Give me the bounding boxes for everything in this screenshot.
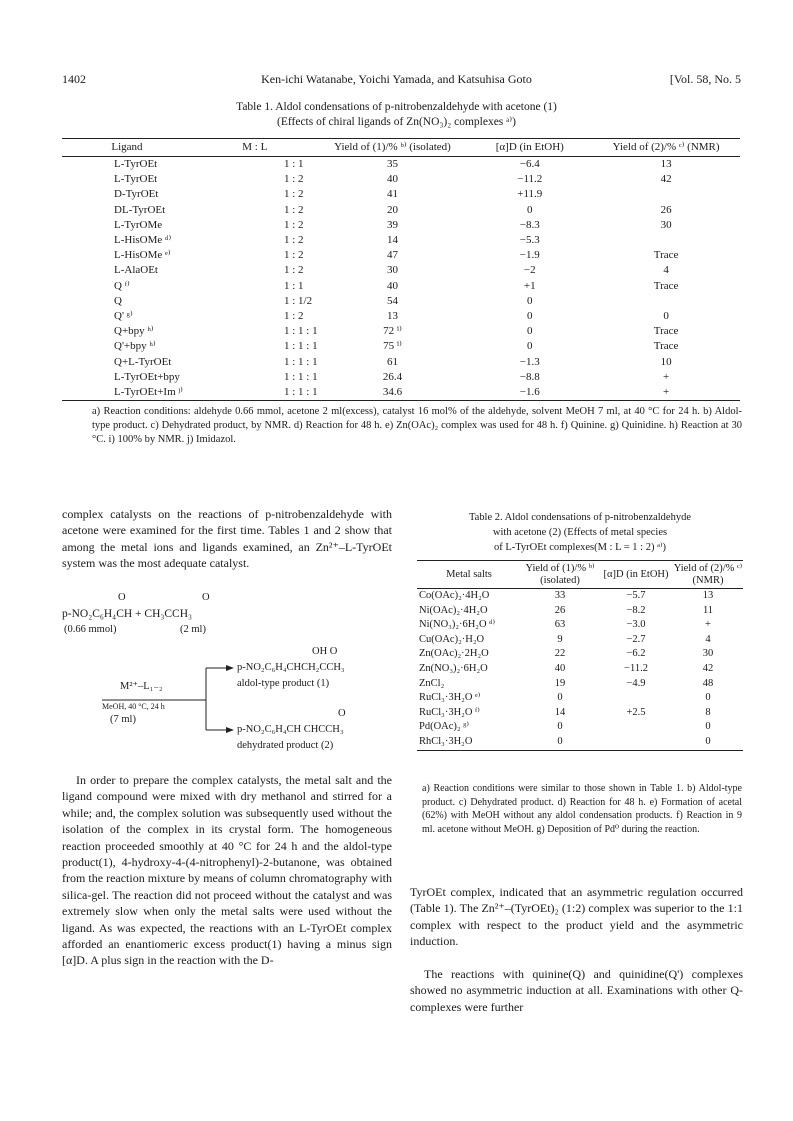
table-cell: +2.5 bbox=[626, 706, 646, 718]
table2-caption-line2: with acetone (2) (Effects of metal species bbox=[492, 527, 668, 538]
scheme-amount1: (0.66 mmol) bbox=[64, 624, 117, 635]
table-cell: 1 : 2 bbox=[283, 234, 304, 247]
table-cell: L-TyrOEt bbox=[114, 173, 158, 186]
scheme-arrows bbox=[62, 592, 402, 762]
table-row bbox=[62, 248, 740, 263]
table-row bbox=[62, 279, 740, 294]
table-cell bbox=[599, 720, 673, 735]
table-row bbox=[417, 720, 743, 735]
left-paragraph-2: In order to prepare the complex catalysts, the metal salt and the ligand compound were mixed with dry methanol and stirred for a while; and, the complex solution was subsequently used without the isolation of the complex in its crystal form. The homogeneous reaction proceeded smoothly at 40 °C for 24 h and the aldol-type product(1), 4-hydroxy-4-(4-nitrophenyl)-2-butanone, was obtained from the reaction mixture by means of column chromatography with silica-gel. The reaction did not proceed without the catalyst and was extremely slow when only the metal salts were used without the ligand. As was expected, the reactions with an L-TyrOEt complex afforded an enantiomeric excess product(1) having a minus sign [α]D. A plus sign in the reaction with the D- bbox=[62, 773, 392, 968]
table-cell: 1 : 1 : 1 bbox=[283, 370, 318, 383]
table-row bbox=[417, 735, 743, 750]
table-cell: 75 ⁱ⁾ bbox=[383, 340, 402, 353]
running-head-authors: Ken-ichi Watanabe, Yoichi Yamada, and Katsuhisa Goto bbox=[261, 72, 532, 86]
table-cell: 0 bbox=[527, 203, 533, 216]
scheme-catalyst: M²⁺–L₁₋₂ bbox=[120, 681, 163, 692]
table-cell bbox=[599, 691, 673, 706]
table-row bbox=[62, 339, 740, 354]
table-cell: 40 bbox=[554, 663, 566, 675]
table-cell: 0 bbox=[705, 721, 711, 733]
table-cell: 13 bbox=[660, 158, 672, 171]
scheme-reactants: p-NO₂C₆H₄CH + CH₃CCH₃ bbox=[62, 608, 193, 620]
table-row bbox=[417, 706, 743, 721]
table-cell: 1 : 1 : 1 bbox=[283, 340, 318, 353]
table-cell: 19 bbox=[554, 677, 566, 689]
reaction-scheme bbox=[62, 592, 402, 762]
table-row bbox=[417, 662, 743, 677]
table-cell: 54 bbox=[386, 294, 398, 307]
table-cell: 42 bbox=[660, 173, 672, 186]
table-row bbox=[417, 589, 743, 604]
table-cell: 22 bbox=[554, 648, 566, 660]
table2-header-metal: Metal salts bbox=[417, 561, 521, 589]
table-cell: Pd(OAc)₂ ᵍ⁾ bbox=[419, 721, 469, 733]
table-row bbox=[417, 604, 743, 619]
table-cell: Q'+bpy ʰ⁾ bbox=[114, 340, 156, 353]
table-cell: 0 bbox=[673, 735, 743, 750]
table-cell: −1.6 bbox=[467, 385, 592, 401]
table2-header-row bbox=[417, 561, 743, 589]
table-row bbox=[62, 324, 740, 339]
table-cell: 47 bbox=[386, 249, 398, 262]
table-cell: −6.2 bbox=[626, 648, 646, 660]
table-cell: 14 bbox=[386, 234, 398, 247]
table1-footnote: a) Reaction conditions: aldehyde 0.66 mmol, acetone 2 ml(excess), catalyst 16 mol% of the aldehyde, solvent MeOH 7 ml, at 40 °C for 24 h. b) Aldol-type product. c) Dehydrated product, by NMR. d) Reaction for 48 h. e) Zn(OAc)₂ complex was used for 48 h. f) Quinine. g) Quinidine. h) Reaction at 30 °C. i) 100% by NMR. j) Imidazol. bbox=[92, 406, 742, 445]
table-cell: 35 bbox=[386, 158, 398, 171]
table-cell: L-AlaOEt bbox=[114, 264, 158, 277]
table-cell: −2.7 bbox=[626, 633, 646, 645]
table-cell: 33 bbox=[554, 590, 566, 602]
table-cell: Zn(NO₃)₂·6H₂O bbox=[419, 663, 488, 675]
table2-header-yield1: Yield of (1)/% ᵇ⁾ (isolated) bbox=[521, 561, 599, 589]
table-row bbox=[62, 157, 740, 173]
table1-header-ml: M : L bbox=[192, 139, 318, 157]
table-cell: L-HisOMe ᵉ⁾ bbox=[114, 249, 171, 262]
table2-caption-line1: Table 2. Aldol condensations of p-nitrobenzaldehyde bbox=[468, 512, 692, 523]
table-cell: −1.3 bbox=[519, 355, 540, 368]
table-cell: 42 bbox=[702, 663, 714, 675]
scheme-product1-label: aldol-type product (1) bbox=[237, 678, 330, 689]
table-cell: 13 bbox=[386, 309, 398, 322]
table-cell: L-TyrOMe bbox=[114, 218, 163, 231]
table-cell: Q bbox=[114, 294, 122, 307]
table1-header-yield1: Yield of (1)/% ᵇ⁾ (isolated) bbox=[318, 139, 468, 157]
table-cell: 48 bbox=[702, 677, 714, 689]
table-cell bbox=[592, 187, 740, 202]
table-cell: Q+bpy ʰ⁾ bbox=[114, 325, 154, 338]
table-cell: 30 bbox=[702, 648, 714, 660]
table-row bbox=[62, 233, 740, 248]
table-cell: + bbox=[592, 385, 740, 401]
table-row bbox=[417, 647, 743, 662]
table2-header-yield2: Yield of (2)/% ᶜ⁾ (NMR) bbox=[673, 561, 743, 589]
table1-caption-line2: (Effects of chiral ligands of Zn(NO₃)₂ complexes ᵃ⁾) bbox=[277, 116, 516, 128]
table-row bbox=[62, 218, 740, 233]
table-row bbox=[417, 618, 743, 633]
table-cell: −6.4 bbox=[519, 158, 540, 171]
table-cell: +11.9 bbox=[517, 188, 543, 201]
table-cell: Q' ᵍ⁾ bbox=[114, 309, 133, 322]
table-cell: 14 bbox=[554, 706, 566, 718]
scheme-product1: p-NO₂C₆H₄CHCH₂CCH₃ bbox=[237, 662, 345, 673]
table-cell: 1 : 1 : 1 bbox=[283, 355, 318, 368]
table-cell: D-TyrOEt bbox=[114, 188, 159, 201]
table-cell: 0 bbox=[527, 294, 533, 307]
running-head-volume: [Vol. 58, No. 5 bbox=[669, 72, 741, 86]
table-row bbox=[62, 172, 740, 187]
table-cell: 41 bbox=[386, 188, 398, 201]
table-cell: RhCl₃·3H₂O bbox=[417, 735, 521, 750]
table-cell: 13 bbox=[702, 590, 714, 602]
table-cell: Trace bbox=[653, 249, 679, 262]
table-cell: 61 bbox=[386, 355, 398, 368]
left-paragraph-1: complex catalysts on the reactions of p-nitrobenzaldehyde with acetone were examined for the first time. Tables 1 and 2 show that among the metal ions and ligands examined, an Zn²⁺–L-TyrOEt system was the most adequate catalyst. bbox=[62, 507, 392, 571]
table-cell: + bbox=[705, 619, 711, 631]
table-cell: −4.9 bbox=[626, 677, 646, 689]
table-cell: Q ᶠ⁾ bbox=[114, 279, 130, 292]
table-cell: +1 bbox=[523, 279, 536, 292]
table-cell: 1 : 2 bbox=[283, 218, 304, 231]
table-cell: 40 bbox=[386, 279, 398, 292]
table-cell: −11.2 bbox=[624, 663, 648, 675]
table-cell: −5.3 bbox=[519, 234, 540, 247]
page-number: 1402 bbox=[62, 72, 86, 86]
table-cell: 0 bbox=[521, 735, 599, 750]
table-cell: L-TyrOEt+bpy bbox=[114, 370, 180, 383]
table-cell: 1 : 1 bbox=[283, 158, 304, 171]
table-cell: 4 bbox=[705, 633, 711, 645]
table-cell: 63 bbox=[554, 619, 566, 631]
scheme-product2: p-NO₂C₆H₄CH CHCCH₃ bbox=[237, 724, 344, 735]
table-cell: −3.0 bbox=[626, 619, 646, 631]
table-cell: Zn(OAc)₂·2H₂O bbox=[419, 648, 489, 660]
table-row bbox=[62, 385, 740, 401]
table-cell: 1 : 1 bbox=[283, 279, 304, 292]
table-cell: 0 bbox=[557, 692, 563, 704]
table-cell bbox=[592, 294, 740, 309]
table-cell: ZnCl₂ bbox=[419, 677, 445, 689]
table-cell: 30 bbox=[386, 264, 398, 277]
table-cell: Ni(NO₃)₂·6H₂O ᵈ⁾ bbox=[419, 619, 496, 631]
table-cell: L-TyrOEt bbox=[114, 158, 158, 171]
table-cell: 26.4 bbox=[382, 370, 403, 383]
table-cell: L-TyrOEt+Im ʲ⁾ bbox=[62, 385, 192, 401]
table-cell: 30 bbox=[660, 218, 672, 231]
scheme-oh-o: OH O bbox=[312, 646, 338, 657]
table-row bbox=[62, 370, 740, 385]
table-cell: RuCl₃·3H₂O ᵉ⁾ bbox=[419, 692, 481, 704]
table-cell: 26 bbox=[554, 604, 566, 616]
table-cell: 8 bbox=[705, 706, 711, 718]
table-row bbox=[417, 691, 743, 706]
table-row bbox=[62, 354, 740, 369]
table-cell: 1 : 1 : 1 bbox=[283, 325, 318, 338]
table-cell: 1 : 1 : 1 bbox=[192, 385, 318, 401]
table-cell: 0 bbox=[663, 309, 669, 322]
table-cell: −1.9 bbox=[519, 249, 540, 262]
table-cell: Ni(OAc)₂·4H₂O bbox=[419, 604, 488, 616]
table1-caption-line1: Table 1. Aldol condensations of p-nitrobenzaldehyde with acetone (1) bbox=[236, 101, 557, 113]
table-cell: 9 bbox=[557, 633, 563, 645]
table-cell: −2 bbox=[523, 264, 536, 277]
table-row bbox=[417, 633, 743, 648]
table-row bbox=[62, 294, 740, 309]
table1-header-alpha: [α]D (in EtOH) bbox=[467, 139, 592, 157]
table-cell: Cu(OAc)₂·H₂O bbox=[419, 633, 485, 645]
table-cell: 0 bbox=[527, 325, 533, 338]
table-cell: −5.7 bbox=[626, 590, 646, 602]
table-cell: Q+L-TyrOEt bbox=[114, 355, 172, 368]
right-paragraph-1: TyrOEt complex, indicated that an asymmetric regulation occurred (Table 1). The Zn²⁺–(TyrOEt)₂ (1:2) complex was superior to the 1:1 complex with respect to the product yield and the asymmetric induction. bbox=[410, 885, 743, 949]
table-cell: 39 bbox=[386, 218, 398, 231]
table-cell: Trace bbox=[653, 279, 679, 292]
table-cell: 4 bbox=[663, 264, 669, 277]
table-row bbox=[417, 677, 743, 692]
table-cell: RuCl₃·3H₂O ᶠ⁾ bbox=[419, 706, 480, 718]
table-cell bbox=[592, 233, 740, 248]
scheme-o1: O bbox=[118, 592, 126, 603]
scheme-amount2: (2 ml) bbox=[180, 624, 206, 635]
table-row bbox=[62, 203, 740, 218]
table-cell: + bbox=[662, 370, 670, 383]
table-cell: 72 ⁱ⁾ bbox=[383, 325, 402, 338]
table-cell: 0 bbox=[705, 692, 711, 704]
table-cell: 40 bbox=[386, 173, 398, 186]
table-cell: −8.3 bbox=[519, 218, 540, 231]
table-cell: 1 : 2 bbox=[283, 203, 304, 216]
table-cell: 26 bbox=[660, 203, 672, 216]
table-cell: Co(OAc)₂·4H₂O bbox=[419, 590, 490, 602]
table-cell: −8.2 bbox=[626, 604, 646, 616]
table1-header-ligand: Ligand bbox=[62, 139, 192, 157]
right-paragraph-2: The reactions with quinine(Q) and quinidine(Q') complexes showed no asymmetric induction at all. Examinations with other Q-complexes were further bbox=[410, 967, 743, 1014]
table-cell bbox=[599, 735, 673, 750]
scheme-o2: O bbox=[202, 592, 210, 603]
table-cell: −11.2 bbox=[517, 173, 543, 186]
table-cell: DL-TyrOEt bbox=[114, 203, 166, 216]
table-cell: 34.6 bbox=[318, 385, 468, 401]
table-cell: 20 bbox=[386, 203, 398, 216]
table2 bbox=[417, 560, 743, 751]
table1 bbox=[62, 138, 740, 401]
table1-header-yield2: Yield of (2)/% ᶜ⁾ (NMR) bbox=[592, 139, 740, 157]
table2-header-alpha: [α]D (in EtOH) bbox=[599, 561, 673, 589]
scheme-o3: O bbox=[338, 708, 346, 719]
table-cell: 10 bbox=[660, 355, 672, 368]
table-cell: 1 : 2 bbox=[283, 309, 304, 322]
table-cell: 0 bbox=[527, 340, 533, 353]
table-cell: 0 bbox=[527, 309, 533, 322]
table-row bbox=[62, 263, 740, 278]
table-cell: L-HisOMe ᵈ⁾ bbox=[114, 234, 172, 247]
table-row bbox=[62, 309, 740, 324]
table-cell: 1 : 2 bbox=[283, 264, 304, 277]
table-cell: 1 : 2 bbox=[283, 188, 304, 201]
table-cell: 1 : 1/2 bbox=[283, 294, 313, 307]
scheme-product2-label: dehydrated product (2) bbox=[237, 740, 334, 751]
table-row bbox=[62, 187, 740, 202]
table-cell: 0 bbox=[557, 721, 563, 733]
table-cell: 1 : 2 bbox=[283, 173, 304, 186]
scheme-solvent: (7 ml) bbox=[110, 714, 136, 725]
table-cell: 11 bbox=[702, 604, 714, 616]
table-cell: Trace bbox=[653, 325, 679, 338]
table-cell: −8.8 bbox=[519, 370, 540, 383]
table1-header-row bbox=[62, 139, 740, 157]
scheme-conditions: MeOH, 40 °C, 24 h bbox=[102, 702, 165, 711]
table-cell: 1 : 2 bbox=[283, 249, 304, 262]
table2-caption-line3: of L-TyrOEt complexes(M : L = 1 : 2) ᵃ⁾) bbox=[493, 542, 667, 553]
table-cell: Trace bbox=[653, 340, 679, 353]
table2-footnote: a) Reaction conditions were similar to those shown in Table 1. b) Aldol-type product. c) Dehydrated product. d) Reaction for 48 h. e) Formation of acetal (62%) with MeOH without any aldol condensation products. f) Reaction in 9 ml. acetone without MeOH. g) Deposition of Pd⁰ during the reaction. bbox=[422, 783, 742, 835]
